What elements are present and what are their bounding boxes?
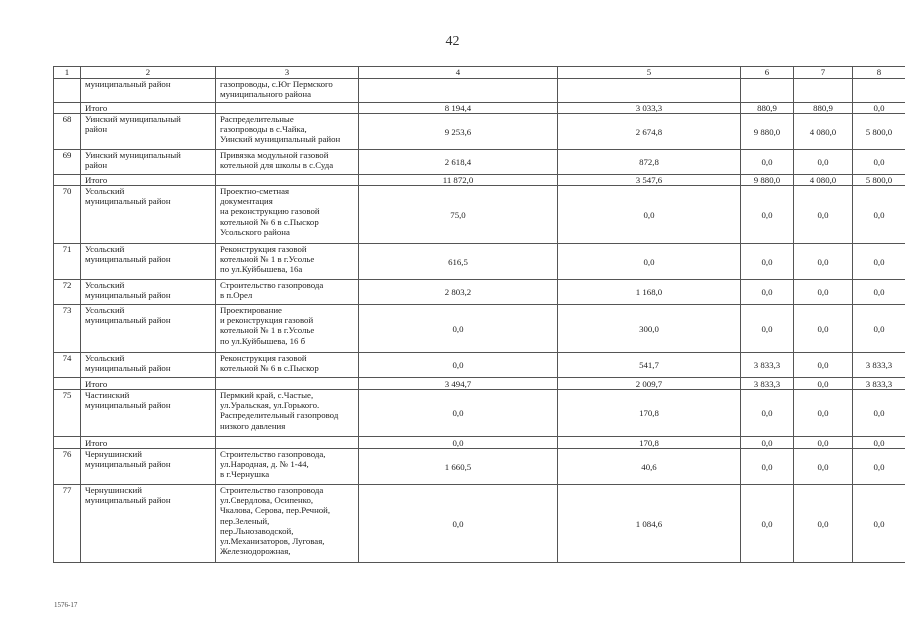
value-col5: 0,0	[558, 186, 741, 244]
district-name: Усольский муниципальный район	[81, 305, 216, 353]
object-description: Пермкий край, с.Частые, ул.Уральская, ул.Горького. Распределительный газопровод низкого давления	[216, 390, 359, 437]
value-col8: 0,0	[853, 305, 905, 353]
value-col6: 0,0	[741, 305, 794, 353]
value-col8: 0,0	[853, 449, 905, 485]
object-description	[216, 175, 359, 186]
table-body	[54, 67, 905, 563]
value-col6: 3 833,3	[741, 378, 794, 390]
row-number: 69	[54, 150, 81, 175]
value-col5: 3 033,3	[558, 103, 741, 114]
object-description: Строительство газопровода в п.Орел	[216, 280, 359, 305]
column-header: 1	[54, 67, 81, 79]
value-col6: 0,0	[741, 485, 794, 563]
value-col8: 0,0	[853, 390, 905, 437]
value-col7: 4 080,0	[794, 114, 853, 150]
value-col4: 9 253,6	[359, 114, 558, 150]
value-col5: 1 168,0	[558, 280, 741, 305]
row-number	[54, 378, 81, 390]
district-name: Уинский муниципальный район	[81, 150, 216, 175]
value-col5: 300,0	[558, 305, 741, 353]
district-name: Чернушинский муниципальный район	[81, 485, 216, 563]
row-number: 74	[54, 353, 81, 378]
value-col4: 11 872,0	[359, 175, 558, 186]
district-name: Усольский муниципальный район	[81, 280, 216, 305]
object-description: Распределительные газопроводы в с.Чайка, Уинский муниципальный район	[216, 114, 359, 150]
value-col4: 0,0	[359, 305, 558, 353]
value-col6: 0,0	[741, 244, 794, 280]
value-col8: 3 833,3	[853, 353, 905, 378]
value-col8: 5 800,0	[853, 114, 905, 150]
object-description	[216, 378, 359, 390]
value-col7: 0,0	[794, 449, 853, 485]
row-number: 70	[54, 186, 81, 244]
value-col6	[741, 79, 794, 103]
value-col6: 880,9	[741, 103, 794, 114]
value-col5: 0,0	[558, 244, 741, 280]
value-col6: 3 833,3	[741, 353, 794, 378]
table-row	[54, 280, 905, 305]
table-row	[54, 79, 905, 103]
column-header: 5	[558, 67, 741, 79]
value-col8: 0,0	[853, 150, 905, 175]
value-col4: 0,0	[359, 390, 558, 437]
district-name: Усольский муниципальный район	[81, 186, 216, 244]
object-description: Реконструкция газовой котельной № 6 в с.Пыскор	[216, 353, 359, 378]
value-col5: 541,7	[558, 353, 741, 378]
value-col7: 0,0	[794, 390, 853, 437]
table-row	[54, 150, 905, 175]
value-col5: 872,8	[558, 150, 741, 175]
row-number: 68	[54, 114, 81, 150]
column-header-row	[54, 67, 905, 79]
value-col7: 0,0	[794, 150, 853, 175]
value-col6: 0,0	[741, 280, 794, 305]
subtotal-row	[54, 103, 905, 114]
value-col6: 0,0	[741, 437, 794, 449]
object-description: Реконструкция газовой котельной № 1 в г.Усолье по ул.Куйбышева, 16а	[216, 244, 359, 280]
table-row	[54, 449, 905, 485]
object-description: Строительство газопровода ул.Свердлова, Осипенко, Чкалова, Серова, пер.Речной, пер.Зеленый, пер.Льнозаводской, ул.Механизаторов, Луговая, Железнодорожная,	[216, 485, 359, 563]
object-description: Строительство газопровода, ул.Народная, д. № 1-44, в г.Чернушка	[216, 449, 359, 485]
table-row	[54, 485, 905, 563]
row-number: 72	[54, 280, 81, 305]
district-name: Чернушинский муниципальный район	[81, 449, 216, 485]
value-col5: 170,8	[558, 390, 741, 437]
district-name: Итого	[81, 103, 216, 114]
value-col5: 1 084,6	[558, 485, 741, 563]
value-col6: 9 880,0	[741, 114, 794, 150]
value-col6: 0,0	[741, 186, 794, 244]
value-col4: 0,0	[359, 353, 558, 378]
value-col7: 0,0	[794, 485, 853, 563]
value-col4: 0,0	[359, 485, 558, 563]
value-col4: 75,0	[359, 186, 558, 244]
district-name: Итого	[81, 437, 216, 449]
subtotal-row	[54, 437, 905, 449]
value-col7: 0,0	[794, 305, 853, 353]
value-col8: 5 800,0	[853, 175, 905, 186]
value-col6: 0,0	[741, 390, 794, 437]
district-name: Усольский муниципальный район	[81, 244, 216, 280]
value-col8	[853, 79, 905, 103]
object-description	[216, 103, 359, 114]
row-number: 75	[54, 390, 81, 437]
object-description: Проектирование и реконструкция газовой котельной № 1 в г.Усолье по ул.Куйбышева, 16 б	[216, 305, 359, 353]
value-col4: 8 194,4	[359, 103, 558, 114]
table-row	[54, 244, 905, 280]
value-col6: 9 880,0	[741, 175, 794, 186]
value-col8: 3 833,3	[853, 378, 905, 390]
value-col8: 0,0	[853, 186, 905, 244]
object-description: Проектно-сметная документация на реконструкцию газовой котельной № 6 в с.Пыскор Усольского района	[216, 186, 359, 244]
value-col4	[359, 79, 558, 103]
value-col7: 0,0	[794, 280, 853, 305]
district-name: Усольский муниципальный район	[81, 353, 216, 378]
value-col4: 2 618,4	[359, 150, 558, 175]
value-col5: 40,6	[558, 449, 741, 485]
district-name: Частинский муниципальный район	[81, 390, 216, 437]
value-col6: 0,0	[741, 150, 794, 175]
object-description: Привязка модульной газовой котельной для школы в с.Суда	[216, 150, 359, 175]
table-row	[54, 353, 905, 378]
funding-table	[53, 66, 905, 563]
table-row	[54, 114, 905, 150]
value-col7: 0,0	[794, 244, 853, 280]
subtotal-row	[54, 175, 905, 186]
object-description: газопроводы, с.Юг Пермского муниципального района	[216, 79, 359, 103]
value-col7: 880,9	[794, 103, 853, 114]
value-col5: 170,8	[558, 437, 741, 449]
value-col5	[558, 79, 741, 103]
value-col6: 0,0	[741, 449, 794, 485]
district-name: Итого	[81, 175, 216, 186]
value-col4: 2 803,2	[359, 280, 558, 305]
value-col7: 0,0	[794, 353, 853, 378]
column-header: 4	[359, 67, 558, 79]
footer-code: 1576-17	[54, 601, 78, 609]
row-number: 71	[54, 244, 81, 280]
table-row	[54, 305, 905, 353]
table-row	[54, 186, 905, 244]
value-col5: 2 674,8	[558, 114, 741, 150]
row-number	[54, 437, 81, 449]
value-col7: 0,0	[794, 378, 853, 390]
value-col5: 3 547,6	[558, 175, 741, 186]
object-description	[216, 437, 359, 449]
value-col8: 0,0	[853, 280, 905, 305]
page-number: 42	[445, 34, 460, 49]
row-number	[54, 79, 81, 103]
value-col5: 2 009,7	[558, 378, 741, 390]
value-col7	[794, 79, 853, 103]
district-name: Уинский муниципальный район	[81, 114, 216, 150]
district-name: Итого	[81, 378, 216, 390]
row-number	[54, 175, 81, 186]
column-header: 7	[794, 67, 853, 79]
value-col7: 0,0	[794, 186, 853, 244]
value-col7: 4 080,0	[794, 175, 853, 186]
value-col4: 3 494,7	[359, 378, 558, 390]
subtotal-row	[54, 378, 905, 390]
column-header: 3	[216, 67, 359, 79]
row-number	[54, 103, 81, 114]
column-header: 6	[741, 67, 794, 79]
value-col8: 0,0	[853, 485, 905, 563]
value-col4: 616,5	[359, 244, 558, 280]
value-col8: 0,0	[853, 244, 905, 280]
value-col4: 0,0	[359, 437, 558, 449]
value-col8: 0,0	[853, 437, 905, 449]
value-col8: 0,0	[853, 103, 905, 114]
table-row	[54, 390, 905, 437]
district-name: муниципальный район	[81, 79, 216, 103]
value-col4: 1 660,5	[359, 449, 558, 485]
value-col7: 0,0	[794, 437, 853, 449]
row-number: 76	[54, 449, 81, 485]
column-header: 8	[853, 67, 905, 79]
column-header: 2	[81, 67, 216, 79]
row-number: 73	[54, 305, 81, 353]
row-number: 77	[54, 485, 81, 563]
